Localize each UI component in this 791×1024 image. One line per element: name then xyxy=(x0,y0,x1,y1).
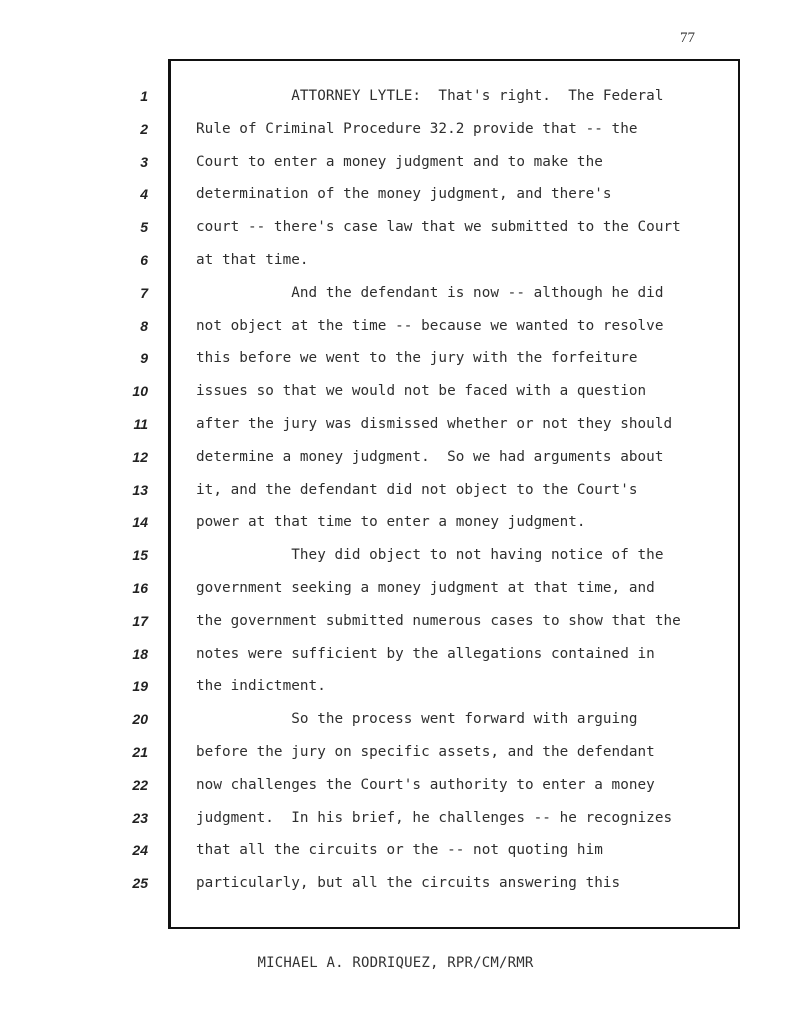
line-number: 20 xyxy=(132,711,148,728)
line-number: 1 xyxy=(140,88,148,104)
line-number: 3 xyxy=(140,153,148,170)
line-number: 23 xyxy=(132,809,148,826)
line-number: 19 xyxy=(132,678,148,695)
transcript-line: court -- there's case law that we submitted to the Court xyxy=(196,219,681,236)
transcript-line: now challenges the Court's authority to enter a money xyxy=(196,776,655,793)
line-number: 25 xyxy=(132,875,148,892)
line-number: 24 xyxy=(132,842,148,859)
line-number: 6 xyxy=(140,251,148,268)
line-number: 9 xyxy=(140,350,148,367)
line-number: 11 xyxy=(133,415,148,432)
line-number: 16 xyxy=(132,579,148,596)
reporter-footer: MICHAEL A. RODRIQUEZ, RPR/CM/RMR xyxy=(257,955,534,971)
transcript-line: the indictment. xyxy=(196,678,326,695)
transcript-line: determination of the money judgment, and there's xyxy=(196,186,612,203)
line-number: 7 xyxy=(140,284,148,301)
transcript-line: this before we went to the jury with the forfeiture xyxy=(196,350,638,367)
line-numbers-column xyxy=(100,80,148,900)
line-number: 4 xyxy=(140,186,148,203)
line-number: 5 xyxy=(140,219,148,236)
line-number: 17 xyxy=(132,612,148,629)
line-number: 14 xyxy=(132,514,148,531)
line-number: 8 xyxy=(140,317,148,334)
line-number: 15 xyxy=(132,547,148,564)
transcript-line: So the process went forward with arguing xyxy=(196,711,638,728)
transcript-line: not object at the time -- because we wanted to resolve xyxy=(196,317,664,334)
transcript-line: government seeking a money judgment at that time, and xyxy=(196,579,655,596)
line-number: 12 xyxy=(132,448,148,465)
transcript-line: notes were sufficient by the allegations contained in xyxy=(196,645,655,662)
transcript-line: ATTORNEY LYTLE: That's right. The Federal xyxy=(196,88,664,104)
transcript-line: particularly, but all the circuits answering this xyxy=(196,875,621,892)
transcript-line: at that time. xyxy=(196,251,309,268)
line-number: 13 xyxy=(132,481,148,498)
line-number: 10 xyxy=(132,383,148,400)
transcript-line: power at that time to enter a money judgment. xyxy=(196,514,586,531)
line-number: 21 xyxy=(132,743,148,760)
transcript-line: judgment. In his brief, he challenges -- he recognizes xyxy=(196,809,673,826)
line-number: 18 xyxy=(132,645,148,662)
transcript-line: They did object to not having notice of the xyxy=(196,547,664,564)
line-number: 2 xyxy=(140,120,148,137)
transcript-line: after the jury was dismissed whether or not they should xyxy=(196,415,673,432)
page-number: 77 xyxy=(680,30,695,46)
transcript-line: Court to enter a money judgment and to make the xyxy=(196,153,603,170)
transcript-line: issues so that we would not be faced with a question xyxy=(196,383,647,400)
transcript-line: it, and the defendant did not object to the Court's xyxy=(196,481,638,498)
transcript-line: And the defendant is now -- although he did xyxy=(196,284,664,301)
transcript-line: the government submitted numerous cases to show that the xyxy=(196,612,681,629)
transcript-line: that all the circuits or the -- not quoting him xyxy=(196,842,603,859)
transcript-line: determine a money judgment. So we had arguments about xyxy=(196,448,664,465)
transcript-line: Rule of Criminal Procedure 32.2 provide that -- the xyxy=(196,120,638,137)
transcript-line: before the jury on specific assets, and the defendant xyxy=(196,743,655,760)
line-number: 22 xyxy=(132,776,148,793)
transcript-body xyxy=(196,80,736,900)
